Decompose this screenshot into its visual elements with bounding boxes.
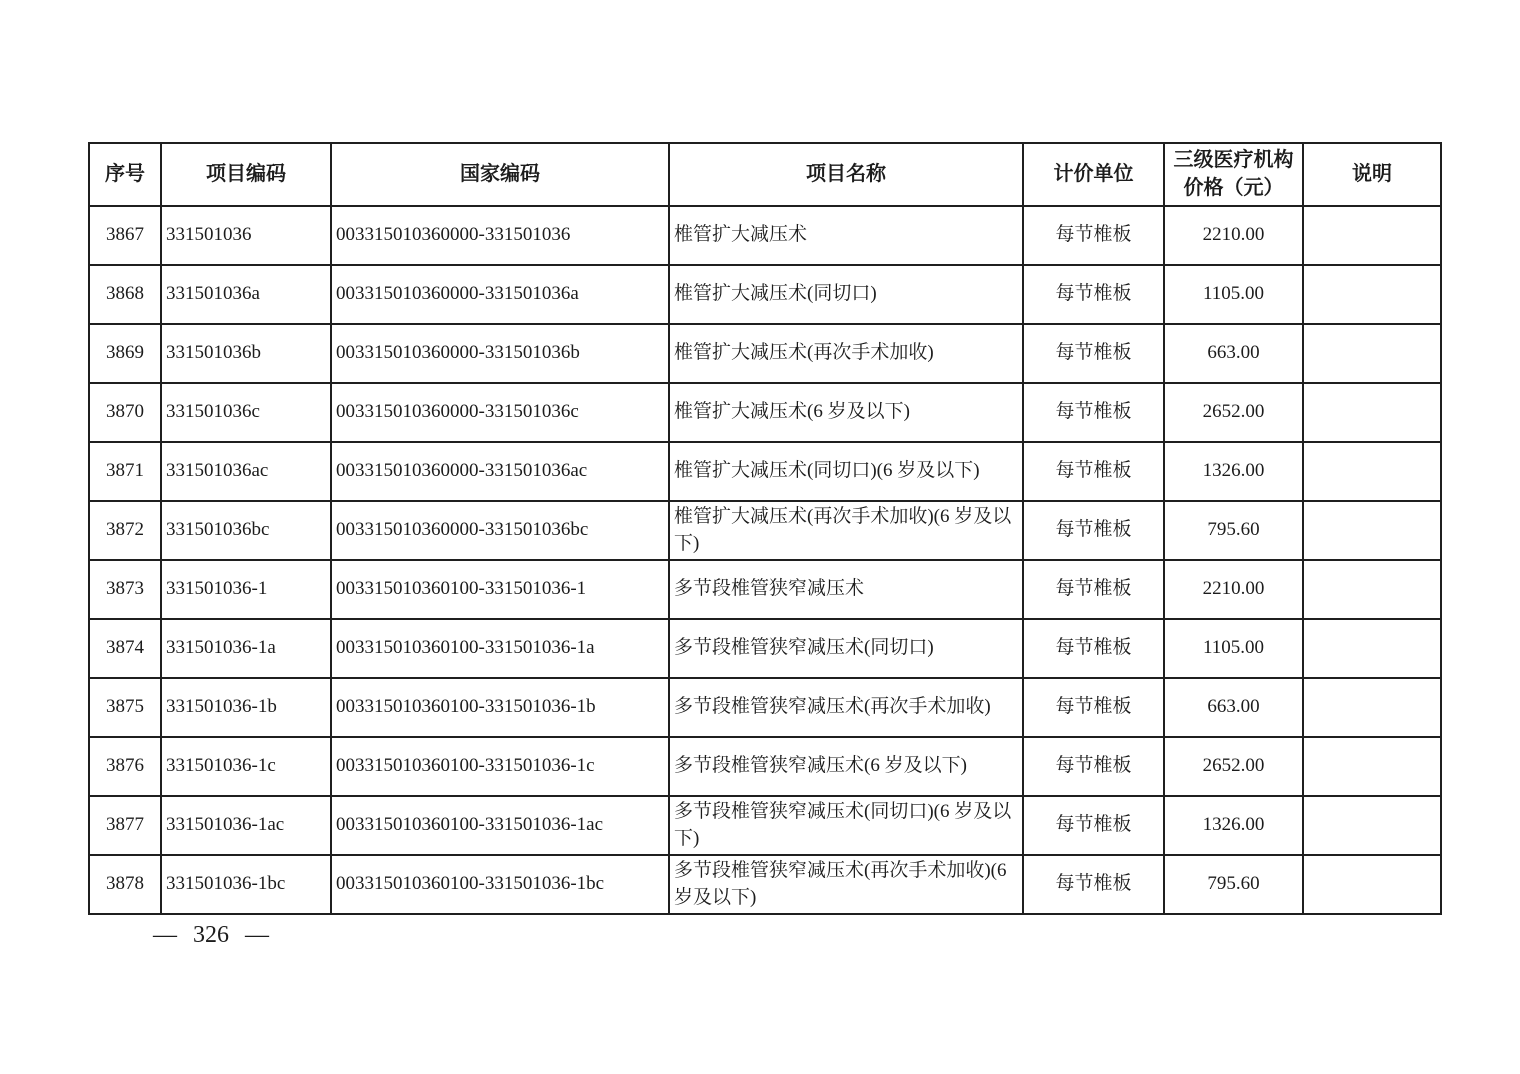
cell-price: 2210.00 xyxy=(1164,206,1303,265)
cell-seq: 3872 xyxy=(89,501,161,560)
cell-name: 椎管扩大减压术(同切口)(6 岁及以下) xyxy=(669,442,1023,501)
cell-project-code: 331501036b xyxy=(161,324,331,383)
header-price: 三级医疗机构价格（元） xyxy=(1164,143,1303,206)
cell-project-code: 331501036-1c xyxy=(161,737,331,796)
cell-price: 1105.00 xyxy=(1164,619,1303,678)
cell-project-code: 331501036bc xyxy=(161,501,331,560)
table-row xyxy=(89,206,1441,265)
cell-national-code: 003315010360000-331501036b xyxy=(331,324,669,383)
cell-unit: 每节椎板 xyxy=(1023,501,1164,560)
table-row xyxy=(89,678,1441,737)
cell-note xyxy=(1303,442,1441,501)
cell-name: 椎管扩大减压术 xyxy=(669,206,1023,265)
cell-note xyxy=(1303,324,1441,383)
cell-price: 2652.00 xyxy=(1164,383,1303,442)
cell-note xyxy=(1303,560,1441,619)
cell-unit: 每节椎板 xyxy=(1023,383,1164,442)
cell-national-code: 003315010360000-331501036ac xyxy=(331,442,669,501)
cell-seq: 3869 xyxy=(89,324,161,383)
cell-price: 663.00 xyxy=(1164,324,1303,383)
header-project-code: 项目编码 xyxy=(161,143,331,206)
cell-seq: 3878 xyxy=(89,855,161,914)
cell-note xyxy=(1303,265,1441,324)
cell-name: 多节段椎管狭窄减压术 xyxy=(669,560,1023,619)
cell-national-code: 003315010360000-331501036a xyxy=(331,265,669,324)
cell-seq: 3867 xyxy=(89,206,161,265)
cell-unit: 每节椎板 xyxy=(1023,737,1164,796)
cell-national-code: 003315010360100-331501036-1ac xyxy=(331,796,669,855)
page-number: — 326 — xyxy=(153,922,269,948)
header-seq: 序号 xyxy=(89,143,161,206)
cell-unit: 每节椎板 xyxy=(1023,560,1164,619)
header-national-code: 国家编码 xyxy=(331,143,669,206)
table-row xyxy=(89,619,1441,678)
cell-project-code: 331501036-1 xyxy=(161,560,331,619)
cell-project-code: 331501036a xyxy=(161,265,331,324)
cell-name: 多节段椎管狭窄减压术(同切口)(6 岁及以下) xyxy=(669,796,1023,855)
cell-name: 多节段椎管狭窄减压术(6 岁及以下) xyxy=(669,737,1023,796)
cell-price: 795.60 xyxy=(1164,501,1303,560)
table-row xyxy=(89,442,1441,501)
cell-seq: 3874 xyxy=(89,619,161,678)
cell-price: 1326.00 xyxy=(1164,796,1303,855)
table-row xyxy=(89,265,1441,324)
cell-project-code: 331501036-1bc xyxy=(161,855,331,914)
cell-name: 椎管扩大减压术(同切口) xyxy=(669,265,1023,324)
cell-seq: 3877 xyxy=(89,796,161,855)
cell-note xyxy=(1303,796,1441,855)
cell-unit: 每节椎板 xyxy=(1023,442,1164,501)
cell-seq: 3870 xyxy=(89,383,161,442)
cell-national-code: 003315010360000-331501036bc xyxy=(331,501,669,560)
header-row xyxy=(89,143,1441,206)
cell-unit: 每节椎板 xyxy=(1023,324,1164,383)
cell-seq: 3873 xyxy=(89,560,161,619)
cell-seq: 3876 xyxy=(89,737,161,796)
cell-unit: 每节椎板 xyxy=(1023,265,1164,324)
cell-seq: 3871 xyxy=(89,442,161,501)
cell-name: 多节段椎管狭窄减压术(再次手术加收)(6 岁及以下) xyxy=(669,855,1023,914)
cell-note xyxy=(1303,678,1441,737)
cell-price: 795.60 xyxy=(1164,855,1303,914)
cell-note xyxy=(1303,501,1441,560)
header-unit: 计价单位 xyxy=(1023,143,1164,206)
cell-unit: 每节椎板 xyxy=(1023,619,1164,678)
cell-unit: 每节椎板 xyxy=(1023,796,1164,855)
cell-project-code: 331501036-1b xyxy=(161,678,331,737)
cell-seq: 3875 xyxy=(89,678,161,737)
cell-project-code: 331501036ac xyxy=(161,442,331,501)
cell-national-code: 003315010360100-331501036-1c xyxy=(331,737,669,796)
cell-name: 椎管扩大减压术(再次手术加收) xyxy=(669,324,1023,383)
cell-seq: 3868 xyxy=(89,265,161,324)
cell-project-code: 331501036c xyxy=(161,383,331,442)
cell-note xyxy=(1303,737,1441,796)
price-table xyxy=(88,142,1442,915)
header-note: 说明 xyxy=(1303,143,1441,206)
table-row xyxy=(89,383,1441,442)
cell-project-code: 331501036-1ac xyxy=(161,796,331,855)
cell-note xyxy=(1303,619,1441,678)
cell-name: 多节段椎管狭窄减压术(同切口) xyxy=(669,619,1023,678)
cell-national-code: 003315010360000-331501036c xyxy=(331,383,669,442)
cell-national-code: 003315010360100-331501036-1a xyxy=(331,619,669,678)
cell-note xyxy=(1303,855,1441,914)
cell-name: 椎管扩大减压术(6 岁及以下) xyxy=(669,383,1023,442)
cell-national-code: 003315010360100-331501036-1 xyxy=(331,560,669,619)
cell-project-code: 331501036-1a xyxy=(161,619,331,678)
cell-price: 2210.00 xyxy=(1164,560,1303,619)
cell-national-code: 003315010360100-331501036-1b xyxy=(331,678,669,737)
table-row xyxy=(89,855,1441,914)
cell-note xyxy=(1303,206,1441,265)
table-row xyxy=(89,324,1441,383)
header-name: 项目名称 xyxy=(669,143,1023,206)
cell-unit: 每节椎板 xyxy=(1023,855,1164,914)
table-row xyxy=(89,560,1441,619)
cell-price: 1326.00 xyxy=(1164,442,1303,501)
table-header xyxy=(89,143,1441,206)
cell-note xyxy=(1303,383,1441,442)
cell-name: 多节段椎管狭窄减压术(再次手术加收) xyxy=(669,678,1023,737)
cell-unit: 每节椎板 xyxy=(1023,206,1164,265)
table-row xyxy=(89,501,1441,560)
table-row xyxy=(89,796,1441,855)
cell-unit: 每节椎板 xyxy=(1023,678,1164,737)
table-body xyxy=(89,206,1441,914)
cell-project-code: 331501036 xyxy=(161,206,331,265)
cell-national-code: 003315010360100-331501036-1bc xyxy=(331,855,669,914)
cell-national-code: 003315010360000-331501036 xyxy=(331,206,669,265)
cell-price: 2652.00 xyxy=(1164,737,1303,796)
cell-name: 椎管扩大减压术(再次手术加收)(6 岁及以下) xyxy=(669,501,1023,560)
table-row xyxy=(89,737,1441,796)
cell-price: 663.00 xyxy=(1164,678,1303,737)
cell-price: 1105.00 xyxy=(1164,265,1303,324)
